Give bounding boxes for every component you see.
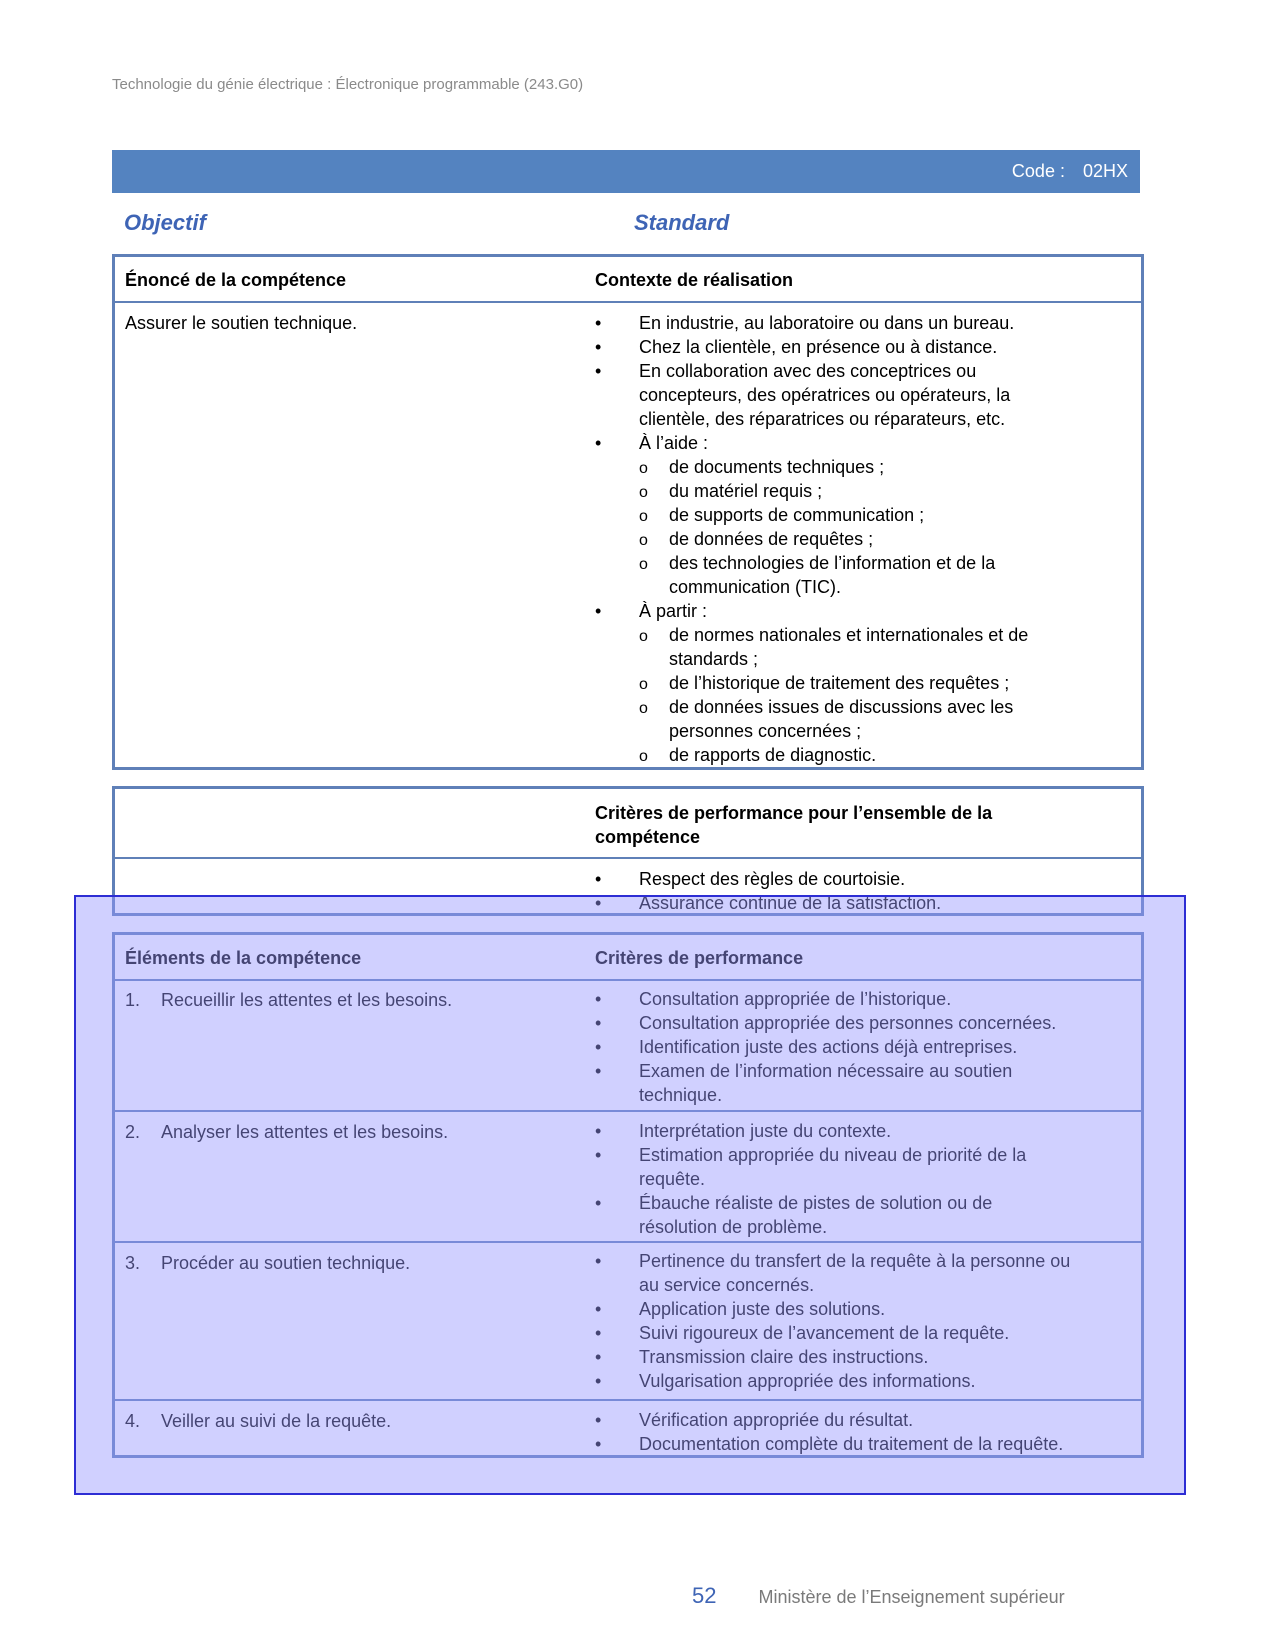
list-item: • Vulgarisation appropriée des informations.	[595, 1369, 1075, 1393]
sublist-item: o du matériel requis ;	[639, 479, 1075, 503]
list-item: • Ébauche réaliste de pistes de solution ou de résolution de problème.	[595, 1191, 1075, 1239]
course-code	[1012, 161, 1128, 182]
page-number: 52	[692, 1583, 717, 1608]
list-item	[595, 599, 1075, 767]
sublist-item: o des technologies de l’information et de la communication (TIC).	[639, 551, 1075, 599]
contexte-header: Contexte de réalisation	[595, 270, 794, 290]
list-item: • Chez la clientèle, en présence ou à distance.	[595, 335, 1075, 359]
list-item: • Application juste des solutions.	[595, 1297, 1075, 1321]
sublist-item: o de documents techniques ;	[639, 455, 1075, 479]
element-label: Recueillir les attentes et les besoins.	[161, 990, 453, 1010]
criteres-ensemble-header-row	[115, 789, 1141, 859]
contexte-list	[595, 311, 1075, 767]
competence-table	[112, 254, 1144, 770]
list-item: • Documentation complète du traitement de la requête.	[595, 1432, 1075, 1456]
objectif-heading: Objectif	[124, 210, 206, 235]
competence-table-header	[115, 257, 1141, 303]
list-item: • Estimation appropriée du niveau de priorité de la requête.	[595, 1143, 1075, 1191]
enonce-text: Assurer le soutien technique.	[125, 313, 358, 333]
code-value: 02HX	[1082, 161, 1128, 181]
element-label: Procéder au soutien technique.	[161, 1253, 411, 1273]
partir-sublist	[639, 623, 1075, 767]
code-label: Code :	[1011, 161, 1065, 181]
enonce-header: Énoncé de la compétence	[125, 270, 347, 290]
element-label: Veiller au suivi de la requête.	[161, 1411, 392, 1431]
code-bar	[112, 150, 1140, 193]
selection-overlay	[74, 895, 1186, 1495]
sublist-item: o de l’historique de traitement des requêtes ;	[639, 671, 1075, 695]
sublist-item: o de supports de communication ;	[639, 503, 1075, 527]
aide-sublist	[639, 455, 1075, 599]
partir-label: À partir :	[639, 601, 708, 621]
page-footer	[692, 1583, 1065, 1609]
element-number: 1.	[125, 990, 141, 1010]
sublist-item: o de données issues de discussions avec les personnes concernées ;	[639, 695, 1075, 743]
list-item: • Vérification appropriée du résultat.	[595, 1408, 1075, 1432]
list-item: • Assurance continue de la satisfaction.	[595, 891, 1075, 915]
element-number: 3.	[125, 1253, 141, 1273]
document-header-title: Technologie du génie électrique : Électronique programmable (243.G0)	[112, 76, 584, 93]
criteres-header: Critères de performance	[595, 948, 804, 968]
criteres-ensemble-header: Critères de performance pour l’ensemble de la compétence	[595, 803, 993, 847]
list-item: • Respect des règles de courtoisie.	[595, 867, 1075, 891]
sublist-item: o de données de requêtes ;	[639, 527, 1075, 551]
list-item: • En industrie, au laboratoire ou dans un bureau.	[595, 311, 1075, 335]
elements-header: Éléments de la compétence	[125, 948, 362, 968]
list-item: • Interprétation juste du contexte.	[595, 1119, 1075, 1143]
list-item: • En collaboration avec des conceptrices ou concepteurs, des opératrices ou opérateurs, la clientèle, des réparatrices ou réparateurs, etc.	[595, 359, 1075, 431]
list-item: • Transmission claire des instructions.	[595, 1345, 1075, 1369]
element-label: Analyser les attentes et les besoins.	[161, 1122, 449, 1142]
list-item: • Examen de l’information nécessaire au soutien technique.	[595, 1059, 1075, 1107]
list-item: • Consultation appropriée des personnes concernées.	[595, 1011, 1075, 1035]
list-item: • Identification juste des actions déjà entreprises.	[595, 1035, 1075, 1059]
sublist-item: o de normes nationales et internationales et de standards ;	[639, 623, 1075, 671]
sublist-item: o de rapports de diagnostic.	[639, 743, 1075, 767]
footer-ministry: Ministère de l’Enseignement supérieur	[758, 1587, 1065, 1607]
list-item: • Pertinence du transfert de la requête à la personne ou au service concernés.	[595, 1249, 1075, 1297]
aide-label: À l’aide :	[639, 433, 709, 453]
element-number: 4.	[125, 1411, 141, 1431]
list-item	[595, 431, 1075, 599]
list-item: • Suivi rigoureux de l’avancement de la requête.	[595, 1321, 1075, 1345]
element-number: 2.	[125, 1122, 141, 1142]
list-item: • Consultation appropriée de l’historique.	[595, 987, 1075, 1011]
standard-heading: Standard	[634, 210, 730, 235]
